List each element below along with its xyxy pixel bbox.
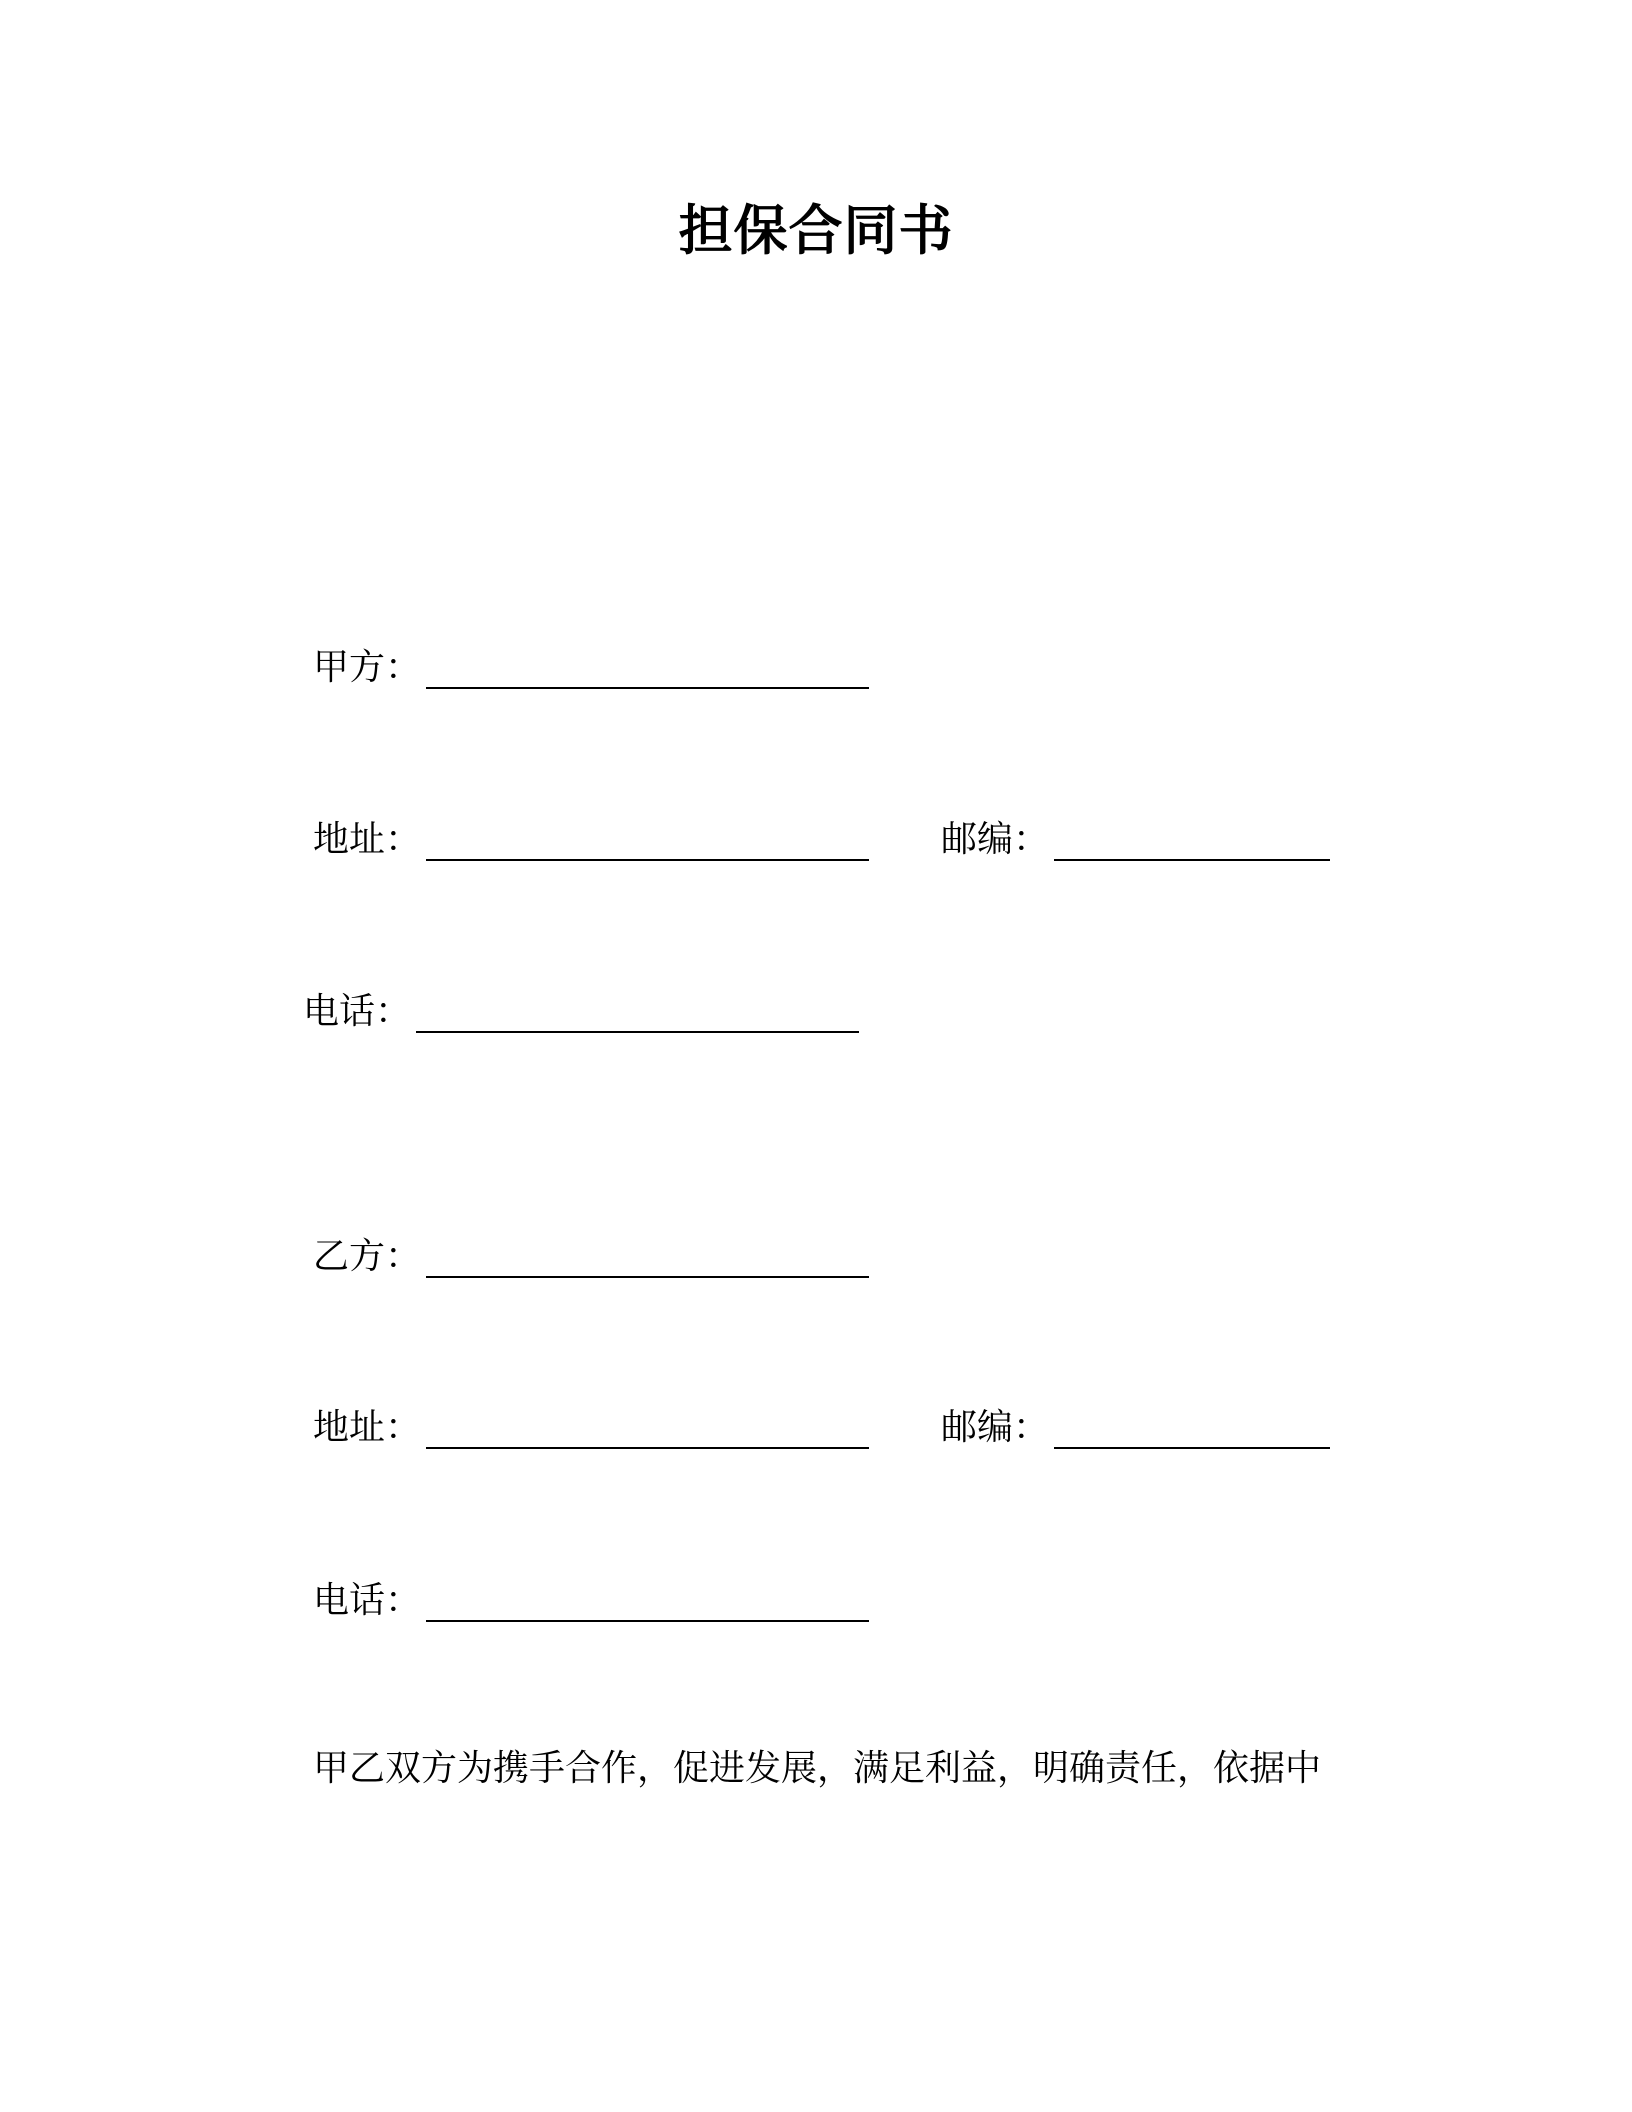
document-title: 担保合同书 [678,199,954,262]
party-a-phone-blank[interactable] [416,987,859,1033]
party-a-postcode-label: 邮编： [941,819,1050,860]
party-b-postcode-field [941,1403,1331,1463]
party-a-postcode-field [941,815,1331,875]
party-b-name-blank[interactable] [426,1232,869,1278]
party-b-address-field [313,1403,873,1463]
party-a-address-field [313,815,873,875]
party-a-address-label: 地址： [313,819,422,860]
party-b-phone-blank[interactable] [426,1576,869,1622]
party-b-name-field [313,1232,873,1292]
party-b-address-blank[interactable] [426,1403,869,1449]
party-a-postcode-blank[interactable] [1054,815,1330,861]
party-b-phone-label: 电话： [313,1580,422,1621]
party-a-address-blank[interactable] [426,815,869,861]
party-b-name-label: 乙方： [313,1236,422,1277]
party-a-name-label: 甲方： [313,647,422,688]
party-a-name-blank[interactable] [426,643,869,689]
party-a-phone-field [303,987,863,1047]
party-b-phone-field [313,1576,873,1636]
party-a-phone-label: 电话： [303,991,412,1032]
party-b-address-label: 地址： [313,1407,422,1448]
party-b-postcode-blank[interactable] [1054,1403,1330,1449]
intro-paragraph: 甲乙双方为携手合作，促进发展，满足利益，明确责任，依据中 [313,1748,1322,1789]
party-a-name-field [313,643,873,703]
party-b-postcode-label: 邮编： [941,1407,1050,1448]
